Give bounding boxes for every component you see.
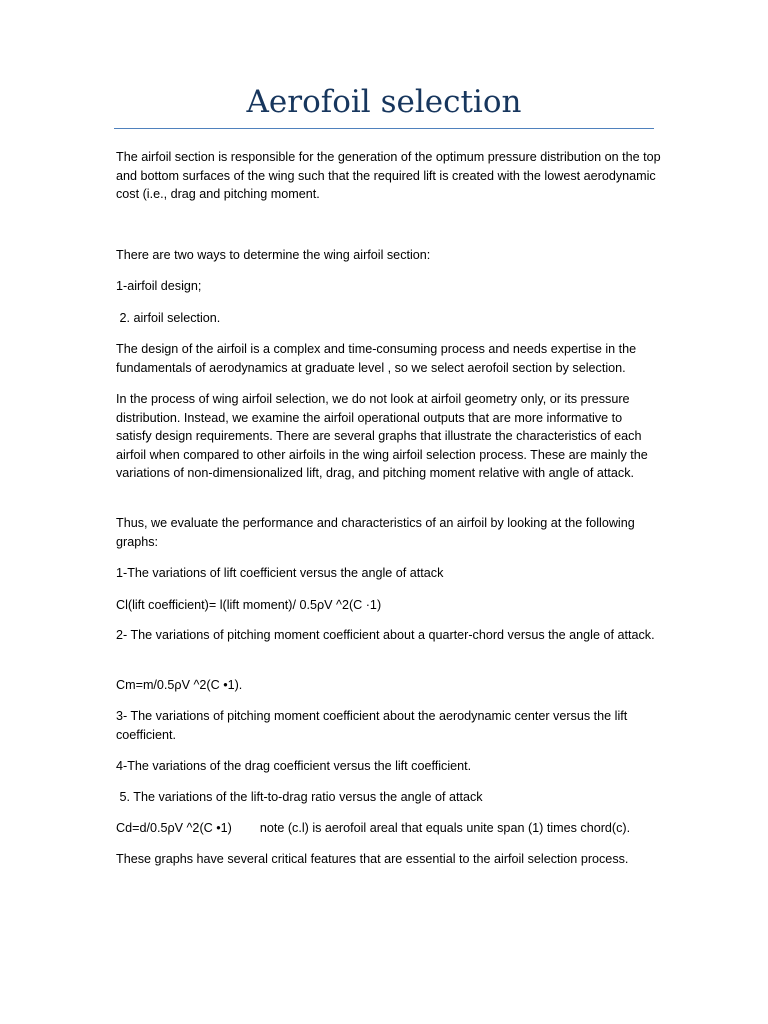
closing-paragraph: These graphs have several critical features that are essential to the airfoil selection process. <box>116 852 629 866</box>
selection-process-paragraph: In the process of wing airfoil selection, we do not look at airfoil geometry only, or its pressure distribution. Instead, we examine the airfoil operational outputs that are more informative to satisfy design requirements. There are several graphs that illustrate the characteristics of each airfoil when compared to other airfoils in the wing airfoil selection process. These are mainly the variations of non-dimensionalized lift, drag, and pitching moment relative with angle of attack. <box>116 392 648 480</box>
ways-paragraph: There are two ways to determine the wing airfoil section: <box>116 248 431 262</box>
title-divider <box>114 128 654 129</box>
cl-formula: Cl(lift coefficient)= l(lift moment)/ 0.5ρV ^2(C ·1) <box>116 598 382 612</box>
list-item-pitching-aerodynamic-center: 3- The variations of pitching moment coefficient about the aerodynamic center versus the lift coefficient. <box>116 709 628 742</box>
cd-formula-note: Cd=d/0.5ρV ^2(C •1) note (c.l) is aerofoil areal that equals unite span (1) times chord(c). <box>116 821 631 835</box>
cm-formula: Cm=m/0.5ρV ^2(C •1). <box>116 678 243 692</box>
list-item-airfoil-design: 1-airfoil design; <box>116 279 202 293</box>
list-item-lift-to-drag: 5. The variations of the lift-to-drag ratio versus the angle of attack <box>116 790 483 804</box>
page-title: Aerofoil selection <box>246 84 522 120</box>
list-item-airfoil-selection: 2. airfoil selection. <box>116 311 221 325</box>
list-item-lift-coefficient: 1-The variations of lift coefficient versus the angle of attack <box>116 566 444 580</box>
evaluation-paragraph: Thus, we evaluate the performance and characteristics of an airfoil by looking at the following graphs: <box>116 516 635 549</box>
list-item-pitching-quarter-chord: 2- The variations of pitching moment coefficient about a quarter-chord versus the angle of attack. <box>116 628 655 642</box>
intro-paragraph: The airfoil section is responsible for the generation of the optimum pressure distribution on the top and bottom surfaces of the wing such that the required lift is created with the lowest aerodynamic cost (i.e., drag and pitching moment. <box>116 150 661 201</box>
list-item-drag-coefficient: 4-The variations of the drag coefficient versus the lift coefficient. <box>116 759 472 773</box>
design-paragraph: The design of the airfoil is a complex and time-consuming process and needs expertise in the fundamentals of aerodynamics at graduate level , so we select aerofoil section by selection. <box>116 342 637 375</box>
